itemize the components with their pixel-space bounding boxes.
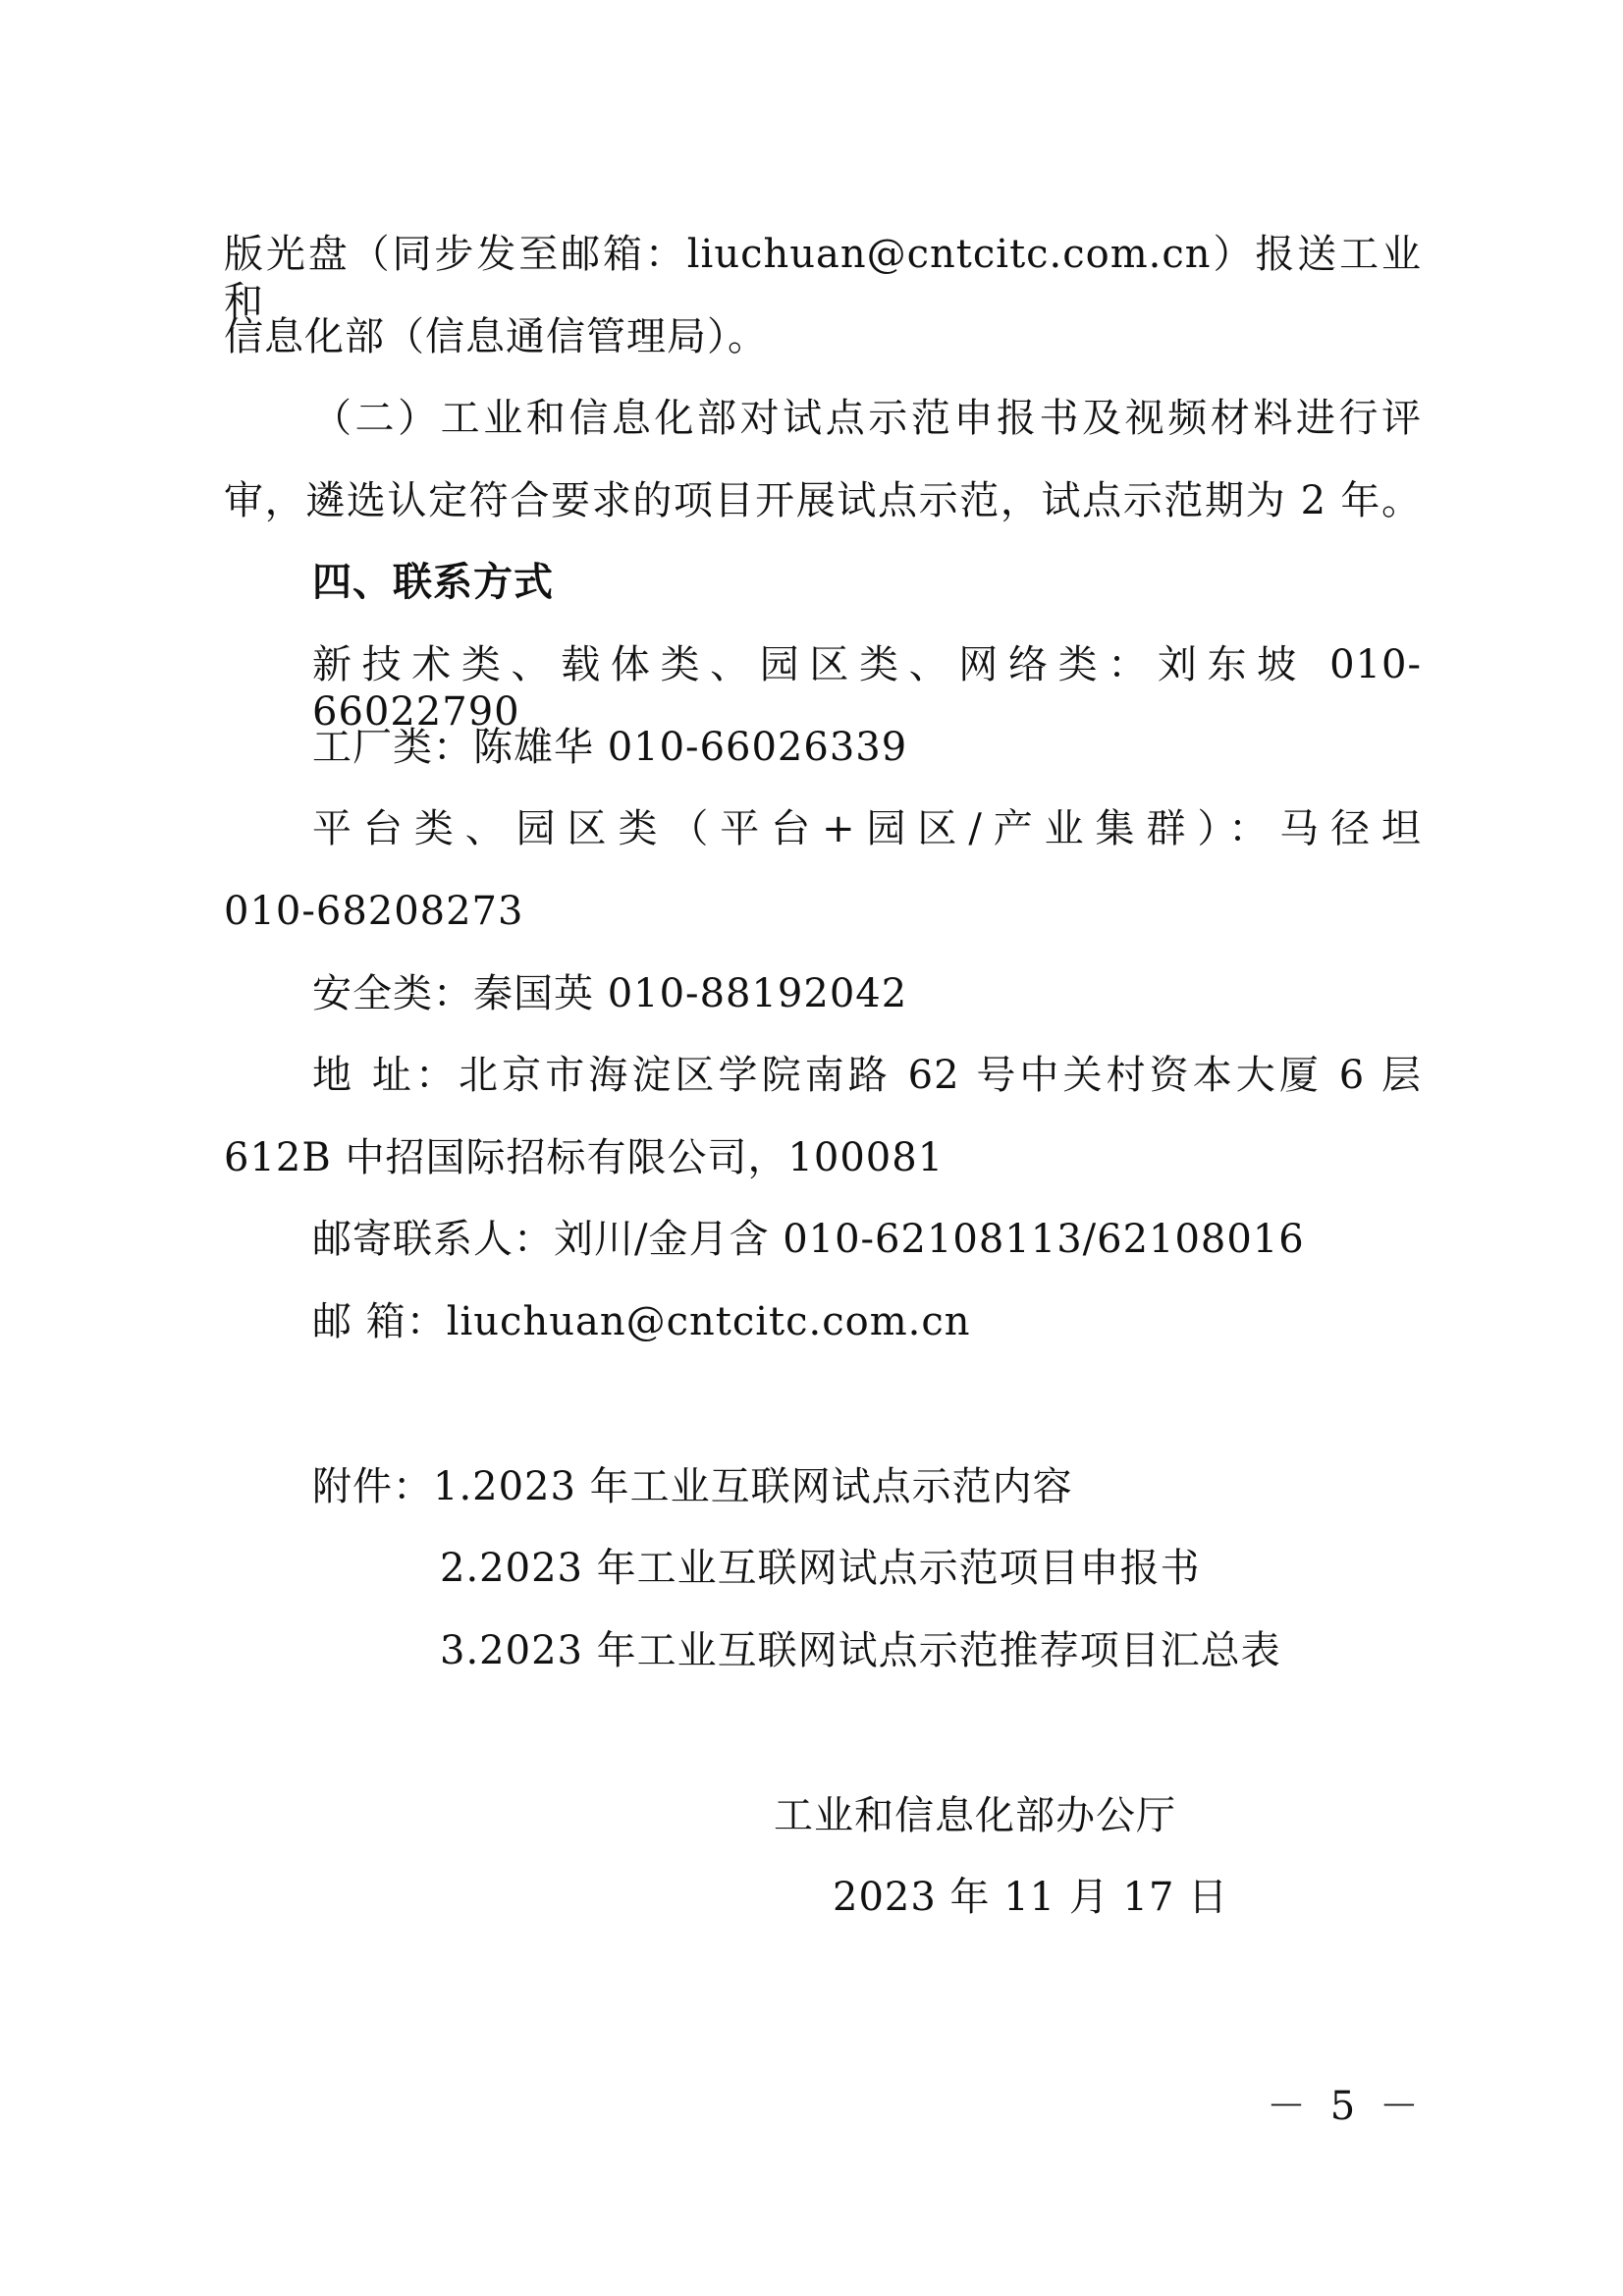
section-heading: 四、联系方式 [312, 559, 554, 605]
contact-line-4: 安全类：秦国英 010-88192042 [312, 971, 908, 1016]
paragraph1-line2: 信息化部（信息通信管理局）。 [224, 314, 768, 359]
attachment-1: 附件：1.2023 年工业互联网试点示范内容 [312, 1464, 1073, 1509]
attachment-2: 2.2023 年工业互联网试点示范项目申报书 [440, 1546, 1201, 1591]
signature-date: 2023 年 11 月 17 日 [833, 1875, 1229, 1920]
contact-line-3: 平台类、园区类（平台+园区/产业集群）：马径坦 [312, 806, 1422, 851]
contact-line-2: 工厂类：陈雄华 010-66026339 [312, 725, 908, 770]
contact-line-3-phone: 010-68208273 [224, 889, 524, 934]
paragraph2-line1: （二）工业和信息化部对试点示范申报书及视频材料进行评 [312, 396, 1422, 441]
paragraph2-line2: 审，遴选认定符合要求的项目开展试点示范，试点示范期为 2 年。 [224, 478, 1422, 523]
address-line-1: 地 址：北京市海淀区学院南路 62 号中关村资本大厦 6 层 [312, 1053, 1422, 1098]
paragraph1-line1: 版光盘（同步发至邮箱：liuchuan@cntcitc.com.cn）报送工业和 [224, 232, 1422, 324]
attachment-3: 3.2023 年工业互联网试点示范推荐项目汇总表 [440, 1628, 1281, 1673]
signature-organization: 工业和信息化部办公厅 [774, 1793, 1176, 1838]
email-line: 邮 箱：liuchuan@cntcitc.com.cn [312, 1299, 971, 1344]
mail-contact: 邮寄联系人：刘川/金月含 010-62108113/62108016 [312, 1217, 1305, 1262]
contact-line-1: 新技术类、载体类、园区类、网络类：刘东坡 010-66022790 [312, 642, 1422, 735]
page-number: － 5 － [1267, 2084, 1425, 2129]
address-line-2: 612B 中招国际招标有限公司，100081 [224, 1135, 945, 1180]
